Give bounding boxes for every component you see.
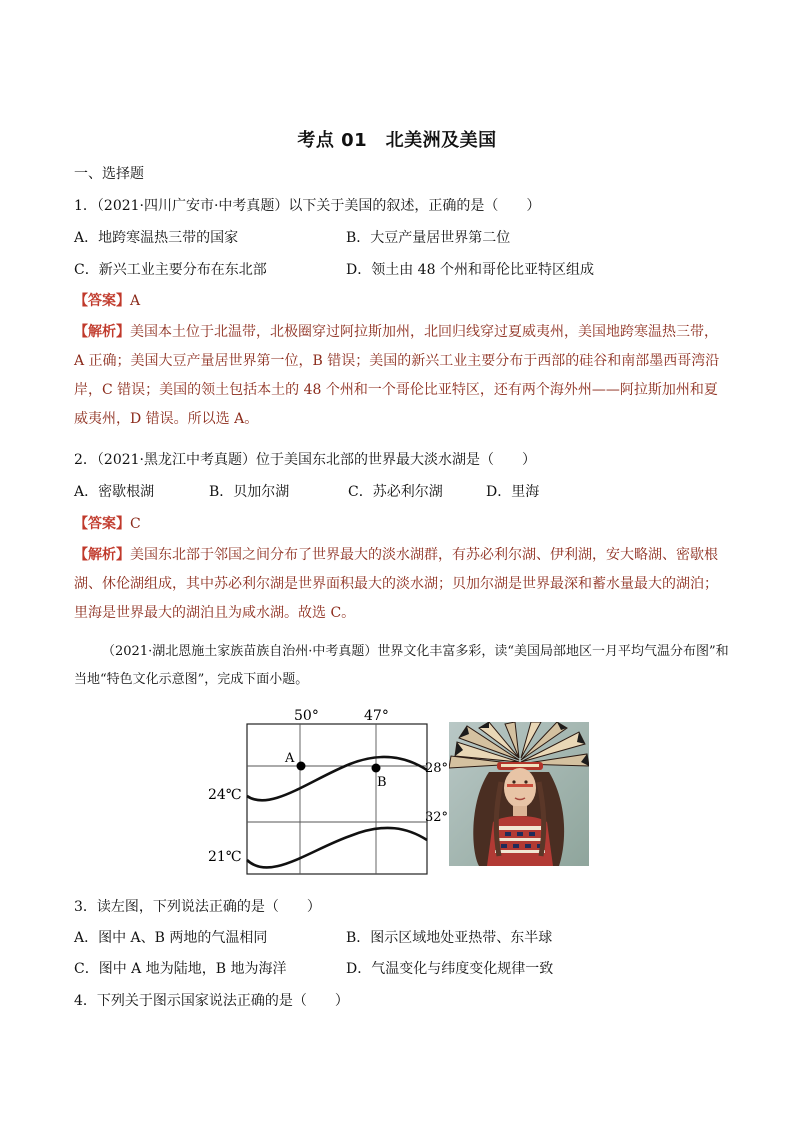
q1-answer (74, 291, 140, 311)
q2-option-a: A．密歇根湖 (74, 484, 155, 500)
q2-option-b: B．贝加尔湖 (209, 484, 290, 500)
q1-analysis (74, 318, 726, 434)
isotherm-24-label: 24℃ (208, 787, 242, 803)
q2-analysis-text: 美国东北部于邻国之间分布了世界最大的淡水湖群，有苏必利尔湖、伊利湖，安大略湖、密歇根湖、休伦湖组成，其中苏必利尔湖是世界面积最大的淡水湖；贝加尔湖是世界最深和蓄水量最大的湖泊；里海是世界最大的湖泊且为咸水湖。故选 C。 (74, 547, 718, 621)
material-intro: （2021·湖北恩施土家族苗族自治州·中考真题）世界文化丰富多彩，读“美国局部地区一月平均气温分布图”和当地“特色文化示意图”，完成下面小题。 (74, 644, 729, 687)
q2-analysis (74, 541, 726, 628)
q3-option-b: B．图示区域地处亚热带、东半球 (346, 930, 553, 946)
q1-answer-value: A (130, 293, 141, 309)
q4-stem: 4．下列关于图示国家说法正确的是（ ） (74, 993, 349, 1009)
point-a-marker (297, 762, 306, 771)
q2-answer-value: C (130, 516, 141, 532)
page-title: 考点 01 北美洲及美国 (297, 130, 497, 151)
longitude-47-label: 47° (364, 708, 389, 724)
isotherm-24 (247, 757, 427, 800)
q3-stem: 3．读左图，下列说法正确的是（ ） (74, 899, 321, 915)
isotherm-21 (247, 828, 427, 868)
latitude-28-label: 28° (425, 761, 449, 776)
q3-option-a: A．图中 A、B 两地的气温相同 (74, 930, 268, 946)
q2-stem: 2．（2021·黑龙江中考真题）位于美国东北部的世界最大淡水湖是（ ） (74, 452, 536, 468)
q1-option-c: C．新兴工业主要分布在东北部 (74, 262, 267, 278)
q1-stem: 1．（2021·四川广安市·中考真题）以下关于美国的叙述，正确的是（ ） (74, 198, 541, 214)
q1-option-d: D．领土由 48 个州和哥伦比亚特区组成 (346, 262, 594, 278)
latitude-32-label: 32° (425, 810, 449, 825)
q1-answer-tag: 【答案】 (74, 293, 130, 309)
point-b-label: B (377, 775, 387, 790)
q1-analysis-text: 美国本土位于北温带，北极圈穿过阿拉斯加州，北回归线穿过夏威夷州，美国地跨寒温热三带，A 正确；美国大豆产量居世界第一位，B 错误；美国的新兴工业主要分布于西部的硅谷和南部墨西哥湾沿岸，C 错误；美国的领土包括本土的 48 个州和一个哥伦比亚特区，还有两个海外州——阿拉斯加州和夏威夷州，D 错误。所以选 A。 (74, 324, 720, 427)
q1-option-a: A．地跨寒温热三带的国家 (74, 230, 239, 246)
section-heading: 一、选择题 (74, 166, 144, 182)
q3-option-c: C．图中 A 地为陆地，B 地为海洋 (74, 961, 287, 977)
q1-analysis-tag: 【解析】 (74, 324, 130, 340)
native-headdress-photo (449, 722, 589, 866)
longitude-50-label: 50° (294, 708, 319, 724)
isotherm-21-label: 21℃ (208, 849, 242, 865)
point-a-label: A (285, 751, 295, 766)
point-b-marker (372, 764, 381, 773)
isotherm-map (200, 700, 450, 880)
q2-answer-tag: 【答案】 (74, 516, 130, 532)
q2-answer (74, 514, 141, 534)
q2-analysis-tag: 【解析】 (74, 547, 130, 563)
q1-option-b: B．大豆产量居世界第二位 (346, 230, 511, 246)
q2-option-d: D．里海 (486, 484, 540, 500)
q2-option-c: C．苏必利尔湖 (348, 484, 443, 500)
q3-option-d: D．气温变化与纬度变化规律一致 (346, 961, 554, 977)
